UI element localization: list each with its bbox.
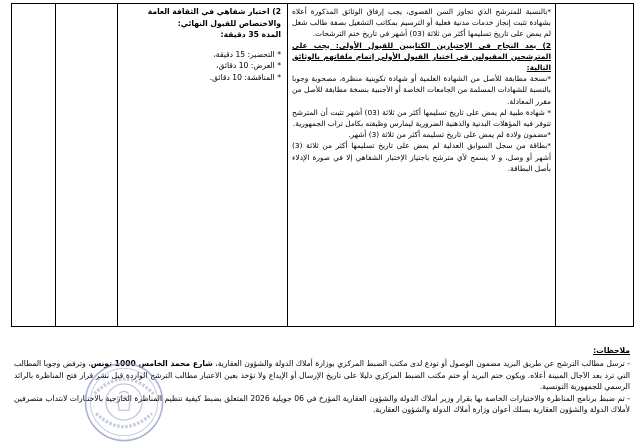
note-submission-start: - ترسل مطالب الترشح عن طريق البريد مضمون الوصول أو تودع لدى مكتب الضبط المركزي بوزارة أملاك الدولة والشؤون العقارية،	[212, 359, 631, 369]
table-cell-empty	[556, 4, 634, 327]
table-cell-empty	[56, 4, 118, 327]
notes-title: ملاحظات:	[593, 346, 630, 355]
note-program: - تم ضبط برنامج المناظرة والاختبارات الخاصة بها بقرار وزير أملاك الدولة والشؤون العقارية المؤرخ في 06 جويلية 2026 المتعلق بضبط كيفية تنظيم المناظرة الخارجية بالاختبارات لانتداب متصرفين لأملاك الدولة والشؤون العقارية بسلك أعوان وزارة أملاك الدولة والشؤون العقارية.	[14, 393, 631, 415]
age-waiver-paragraph: *بالنسبة للمترشح الذي تجاوز السن القصوى، يجب إرفاق الوثائق المذكورة أعلاه بشهادة تثبت إنجاز خدمات مدنية فعلية أو الترسيم بمكاتب التشغيل بصفة طالب شغل لم يمض على تاريخ تسليمها أكثر من ثلاثة (03) أشهر في تاريخ ختم الترشحات.	[292, 7, 551, 39]
oral-exam-discussion: * المناقشة: 10 دقائق.	[209, 72, 281, 82]
official-seal-stamp	[83, 361, 165, 443]
requirements-table	[11, 3, 634, 327]
documents-required-cell	[288, 4, 556, 327]
oral-exam-duration: المدة 35 دقيقة:	[220, 30, 281, 39]
oral-exam-presentation: * العرض: 10 دقائق،	[216, 61, 281, 70]
medical-certificate-paragraph: * شهادة طبية لم يمض على تاريخ تسليمها أكثر من ثلاثة (03) أشهر تثبت أن المترشح تتوفر فيه المؤهلات البدنية والذهنية الضرورية ليمارس وظيفته بكامل تراب الجمهورية.	[292, 107, 551, 129]
diploma-copy-paragraph: *نسخة مطابقة للأصل من الشهادة العلمية أو شهادة تكوينية منظرة، مصحوبة وجوبا بالنسبة للشهادات المسلمة من الجامعات الخاصة أو الأجنبية بنسخة مطابقة للأصل من مقرر المعادلة.	[292, 74, 551, 106]
birth-certificate-paragraph: *مضمون ولادة لم يمض على تاريخ تسليمه أكثر من ثلاثة (3) أشهر.	[348, 130, 551, 140]
note-submission-end: ، وترفض وجوبا المطالب التي ترد بعد الآجال المبينة أعلاه. ويكون ختم البريد أو ختم مكتب الضبط المركزي دليلا على تاريخ الإرسال أو الإيداع ولا تؤخذ بعين الاعتبار مطالب الترشح الواردة قبل نشر قرار فتح المناظرة بالرائد الرسمي للجمهورية التونسية.	[14, 359, 630, 392]
after-written-exams-heading: 2) بعد النجاح في الإختبارين الكتابيين للقبول الأولي: يجب على المترشحين المقبولين في اختبار القبول الأولي إتمام ملفاتهم بالوثائق التالية:	[292, 40, 551, 73]
table-cell-empty	[12, 4, 56, 327]
ministry-address: شارع محمد الخامس 1000 تونس	[90, 359, 213, 369]
oral-exam-title: 2) اختبار شفاهي في الثقافة العامة والاختصاص للقبول النهائي:	[147, 7, 281, 28]
oral-exam-prep: * التحضير: 15 دقيقة،	[213, 49, 281, 59]
criminal-record-paragraph: *بطاقة من سجل السوابق العدلية لم يمض على تاريخ تسليمها أكثر من ثلاثة (3) أشهر أو وصل، و لا يسمح لأي مترشح باجتياز الإختبار الشفاهي إلا في صورة الإدلاء بأصل البطاقة.	[292, 141, 551, 173]
oral-exam-cell	[118, 4, 288, 327]
